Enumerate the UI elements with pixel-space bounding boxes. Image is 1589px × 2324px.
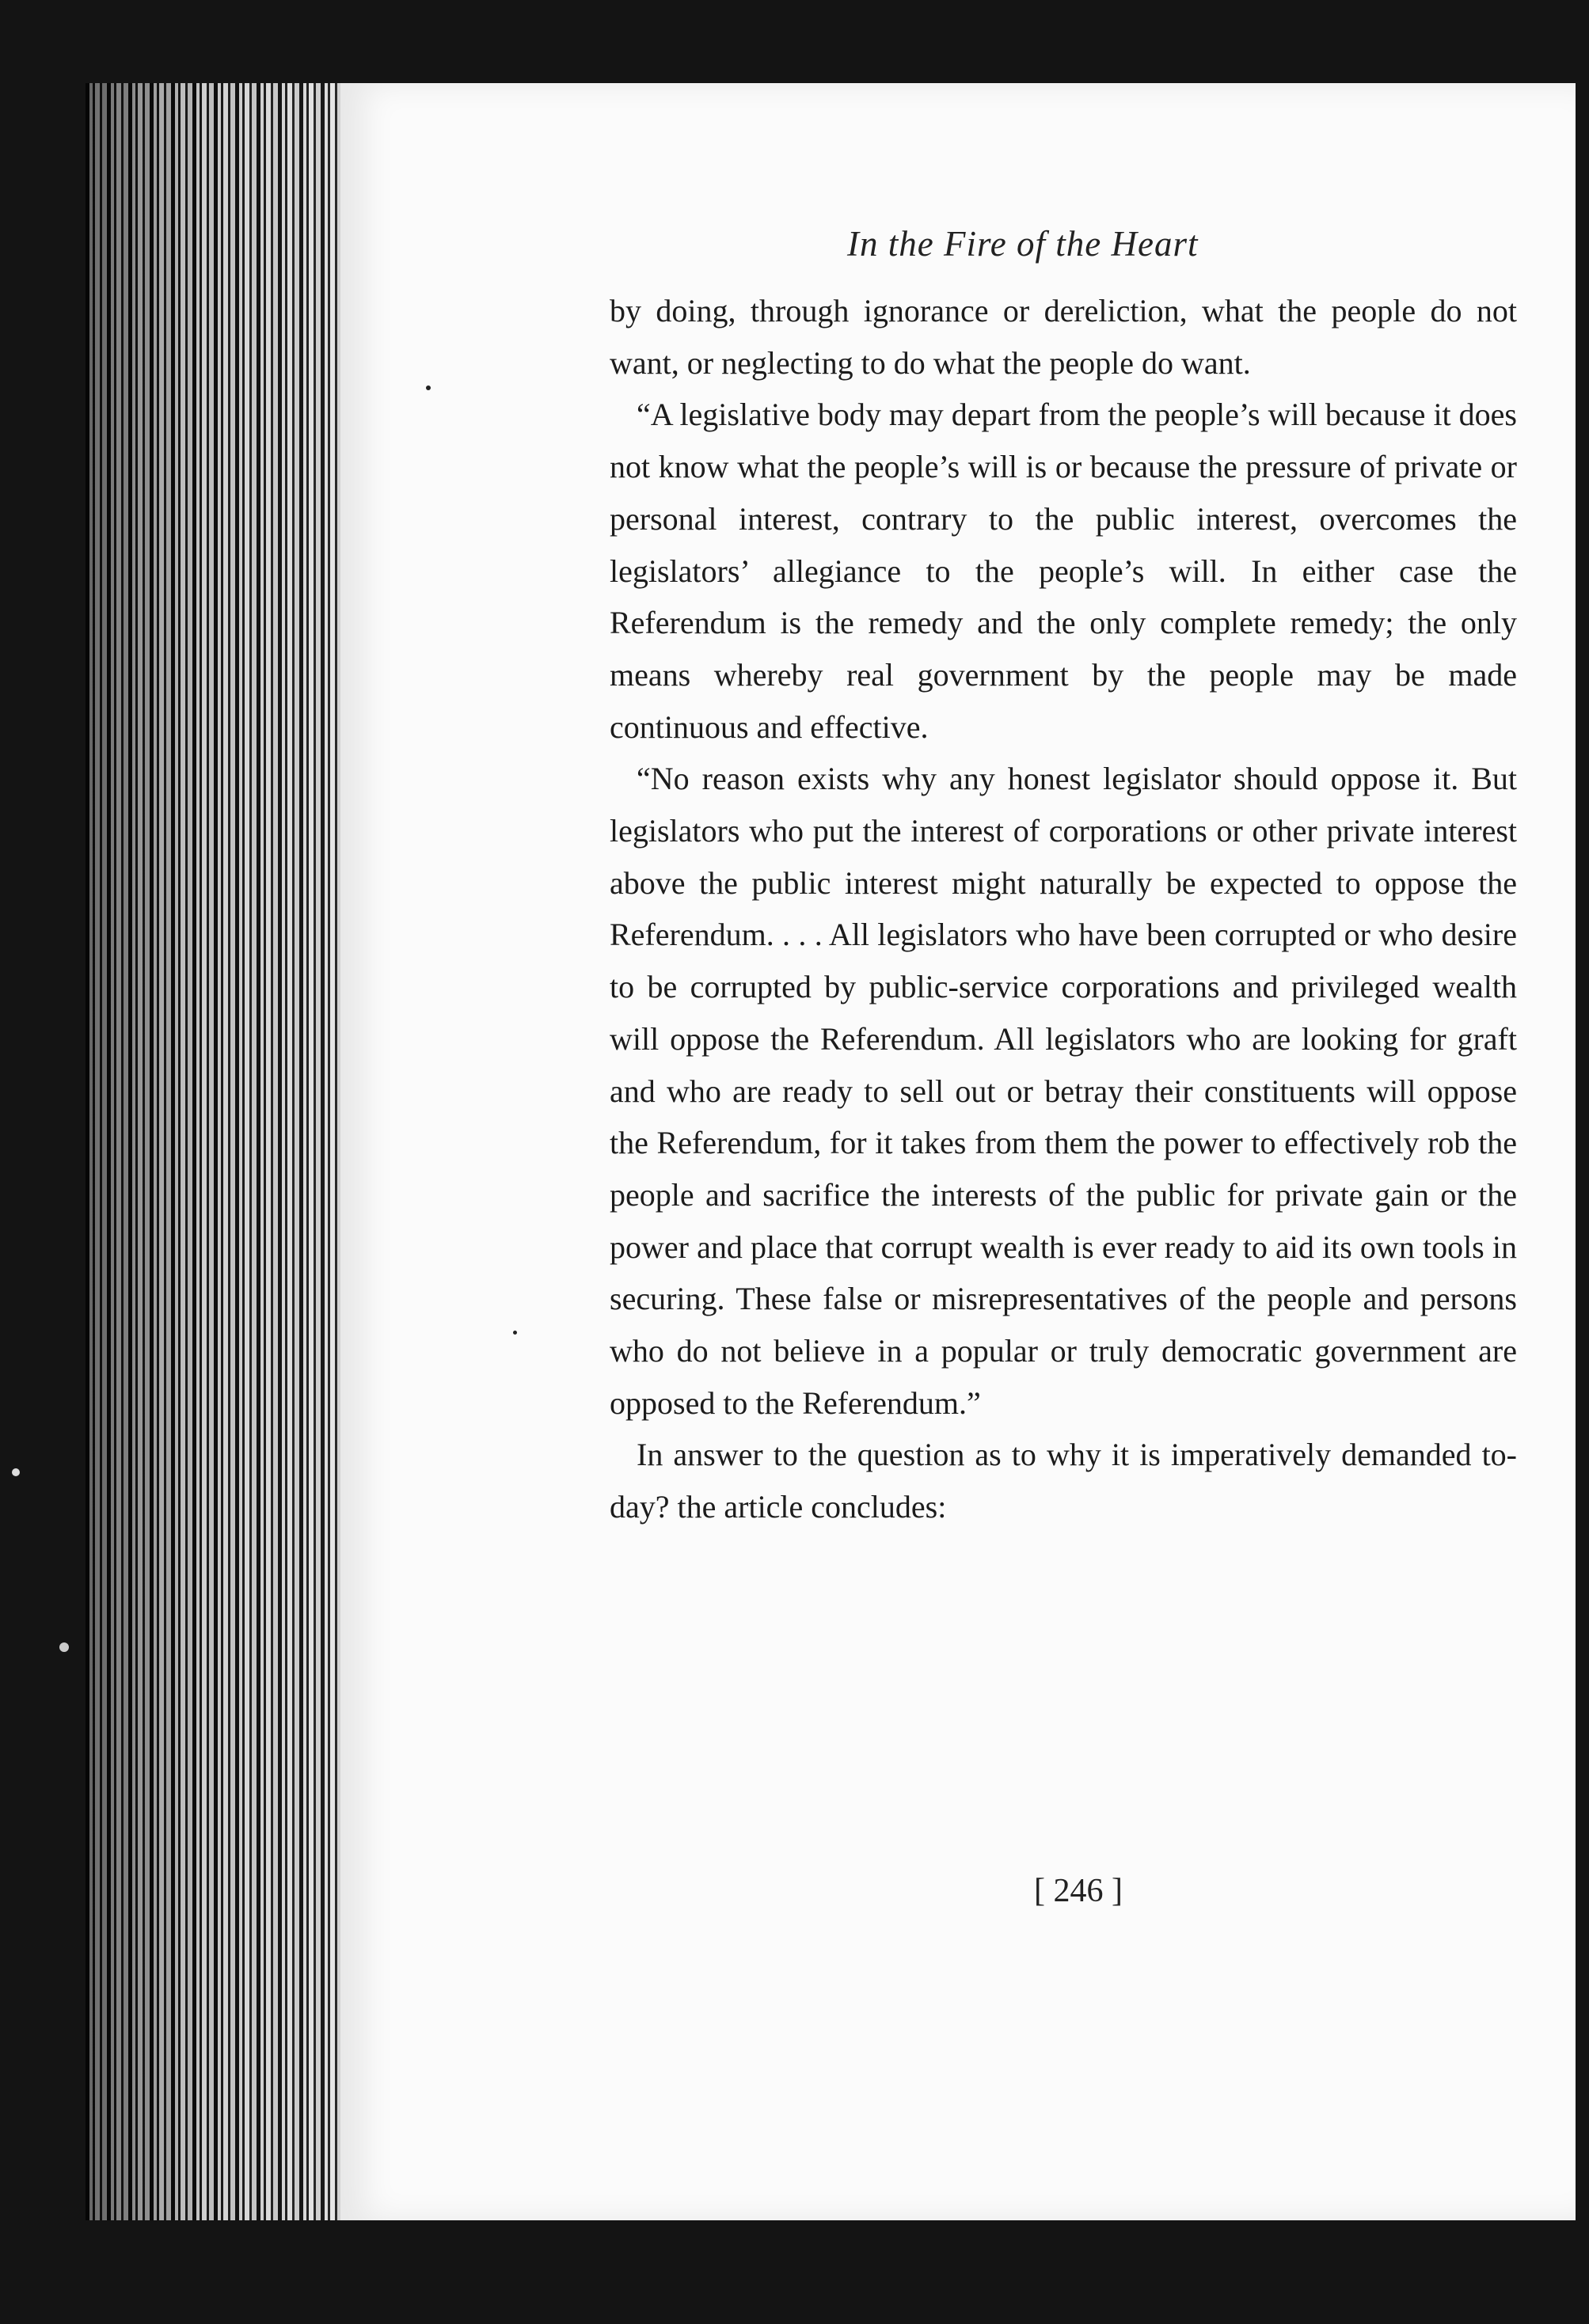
dust-speck xyxy=(513,1331,517,1335)
running-header: In the Fire of the Heart xyxy=(847,224,1199,264)
paragraph-continuation: by doing, through ignorance or dereliction, what the people do not want, or neglecting to do what the people do want. xyxy=(610,293,1517,381)
dust-speck xyxy=(12,1468,20,1476)
dust-speck xyxy=(59,1642,69,1652)
paragraph-legislative-body: “A legislative body may depart from the people’s will because it does not know what the people’s will is or because the pressure of private or personal interest, contrary to the public interest, overcomes the legislators’ allegiance to the people’s will. In either case the Referendum is the remedy and the only complete remedy; the only means whereby real government by the people may be made continuous and effective. xyxy=(610,397,1517,745)
paragraph-in-answer: In answer to the question as to why it is imperatively demanded to-day? the article concludes: xyxy=(610,1437,1517,1525)
page-edge-shadow xyxy=(86,83,347,2220)
page-number: [ 246 ] xyxy=(1034,1873,1123,1909)
paragraph-no-reason: “No reason exists why any honest legislator should oppose it. But legislators who put the interest of corporations or other private interest above the public interest might naturally be expected to oppose the Referendum. . . . All legislators who have been corrupted or who desire to be corrupted by public-service corporations and privileged wealth will oppose the Referendum. All legislators who are looking for graft and who are ready to sell out or betray their constituents will oppose the Referendum, for it takes from them the power to effectively rob the people and sacrifice the interests of the public for private gain or the power and place that corrupt wealth is ever ready to aid its own tools in securing. These false or misrepresentatives of the people and persons who do not believe in a popular or truly democratic government are opposed to the Referendum.” xyxy=(610,761,1517,1421)
body-text xyxy=(610,285,1517,1533)
dust-speck xyxy=(426,385,431,390)
